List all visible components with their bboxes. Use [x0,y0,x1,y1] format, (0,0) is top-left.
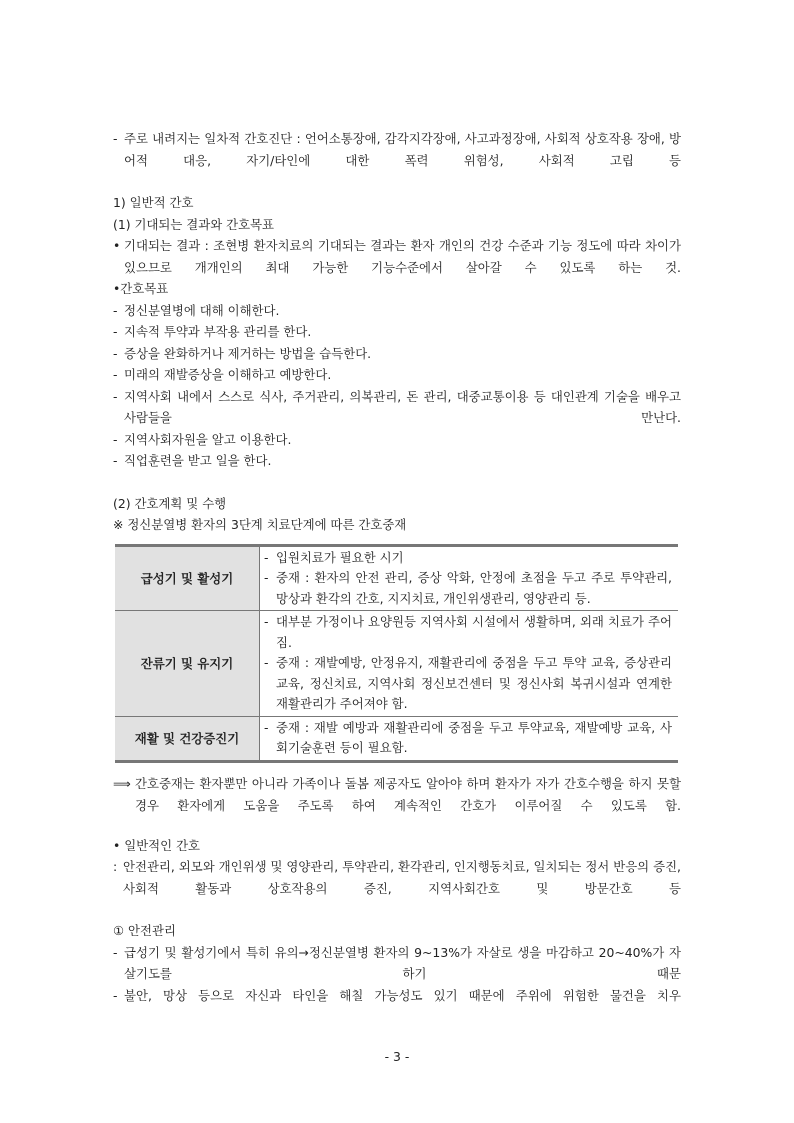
intervention-note-text: 간호중재는 환자뿐만 아니라 가족이나 돌봄 제공자도 알아야 하며 환자가 자가 간호수행을 하지 못할 경우 환자에게 도움을 주도록 하여 계속적인 간호가 이루어질 수 있도록 함. [135,775,681,813]
cell-text: 대부분 가정이나 요양원등 지역사회 시설에서 생활하며, 외래 치료가 주어짐. [276,614,672,650]
cell-item [264,718,672,759]
spacer [113,817,681,835]
table-row [115,716,678,761]
goal-item [113,343,681,365]
dash-marker: - [113,302,118,318]
dash-marker: - [113,345,118,361]
general-care-text: 안전관리, 외모와 개인위생 및 영양관리, 투약관리, 환각관리, 인지행동치료, 일치되는 정서 반응의 증진, 사회적 활동과 상호작용의 증진, 지역사회간호 및 방문간호 등 [123,859,681,896]
goal-item [113,300,681,322]
general-care-heading: • 일반적인 간호 [113,837,201,853]
intro-item [113,128,681,171]
safety-item [113,985,681,1007]
section-heading: 1) 일반적 간호 [113,195,194,210]
goal-item [113,386,681,429]
expected-outcome [113,235,681,278]
stage-cell: 급성기 및 활성기 [115,545,260,611]
goal-item [113,321,681,343]
cell-item [264,568,672,609]
dash-marker: - [113,388,118,404]
cell-text: 중재 : 재발 예방과 재활관리에 중점을 두고 투약교육, 재발예방 교육, 사회기술훈련 등이 필요함. [276,719,672,755]
dash-marker: - [264,570,269,585]
colon-marker: : [113,859,118,874]
spacer [113,171,681,192]
spacer [113,472,681,493]
dash-marker: - [113,131,118,146]
intro-text: 주로 내려지는 일차적 간호진단 : 언어소통장애, 감각지각장애, 사고과정장애, 사회적 상호작용 장애, 방어적 대응, 자기/타인에 대한 폭력 위험성, 사회적 고립 등 [124,131,681,168]
goal-item [113,450,681,472]
dash-marker: - [264,549,269,565]
safety-text: 불안, 망상 등으로 자신과 타인을 해칠 가능성도 있기 때문에 주위에 위험한 물건을 치우 [124,987,681,1003]
bullet-marker: • [113,238,121,253]
intervention-cell [260,545,679,611]
goal-text: 지역사회자원을 알고 이용한다. [124,431,292,447]
goal-item [113,364,681,386]
document-body [113,128,681,1006]
dash-marker: - [113,453,118,468]
stage-cell: 재활 및 건강증진기 [115,716,260,761]
cell-item [264,612,672,653]
page-number: - 3 - [384,1049,410,1064]
dash-marker: - [113,944,118,960]
dash-marker: - [113,367,118,382]
goals-heading: •간호목표 [113,281,169,296]
dash-marker: - [113,987,118,1003]
goal-text: 증상을 완화하거나 제거하는 방법을 습득한다. [124,345,372,361]
stage-cell: 잔류기 및 유지기 [115,611,260,717]
intervention-note [113,773,681,817]
intervention-table [115,544,678,763]
goal-text: 미래의 재발증상을 이해하고 예방한다. [124,367,332,382]
safety-item [113,942,681,985]
safety-heading: ① 안전관리 [113,923,176,938]
dash-marker: - [264,719,269,735]
subsection-heading: (1) 기대되는 결과와 간호목표 [113,216,275,232]
spacer [113,899,681,920]
cell-item [264,653,672,715]
cell-text: 입원치료가 필요한 시기 [276,549,404,565]
dash-marker: - [113,324,118,339]
goal-text: 지역사회 내에서 스스로 식사, 주거관리, 의복관리, 돈 관리, 대중교통이용 등 대인관계 기술을 배우고 사람들을 만난다. [124,388,681,425]
goal-text: 직업훈련을 받고 일을 한다. [124,453,272,468]
safety-text: 급성기 및 활성기에서 특히 유의→정신분열병 환자의 9~13%가 자살로 생을 마감하고 20~40%가 자살기도를 하기 때문 [124,944,681,981]
intervention-cell [260,716,679,761]
cell-text: 중재 : 환자의 안전 관리, 증상 악화, 안정에 초점을 두고 주로 투약관리, 망상과 환각의 간호, 지지치료, 개인위생관리, 영양관리 등. [276,570,672,606]
table-row [115,545,678,611]
goal-item [113,429,681,451]
dash-marker: - [264,614,269,629]
double-arrow-icon: ⟹ [113,775,131,791]
subsection-heading: (2) 간호계획 및 수행 [113,495,227,511]
dash-marker: - [113,431,118,447]
general-care-list [113,856,681,899]
goal-text: 지속적 투약과 부작용 관리를 한다. [124,324,312,339]
intervention-cell [260,611,679,717]
cell-text: 중재 : 재발예방, 안정유지, 재활관리에 중점을 두고 투약 교육, 증상관리 교육, 정신치료, 지역사회 정신보건센터 및 정신사회 복귀시설과 연계한 재활관리가 주어져야 함. [276,655,672,711]
dash-marker: - [264,655,269,670]
expected-outcome-text: 기대되는 결과 : 조현병 환자치료의 기대되는 결과는 환자 개인의 건강 수준과 기능 정도에 따라 차이가 있으므로 개개인의 최대 가능한 기능수준에서 살아갈 수 있도록 하는 것. [124,238,681,275]
table-caption: ※ 정신분열병 환자의 3단계 치료단계에 따른 간호중재 [113,517,407,532]
cell-item [264,548,672,569]
table-row [115,611,678,717]
goal-text: 정신분열병에 대해 이해한다. [124,302,280,318]
